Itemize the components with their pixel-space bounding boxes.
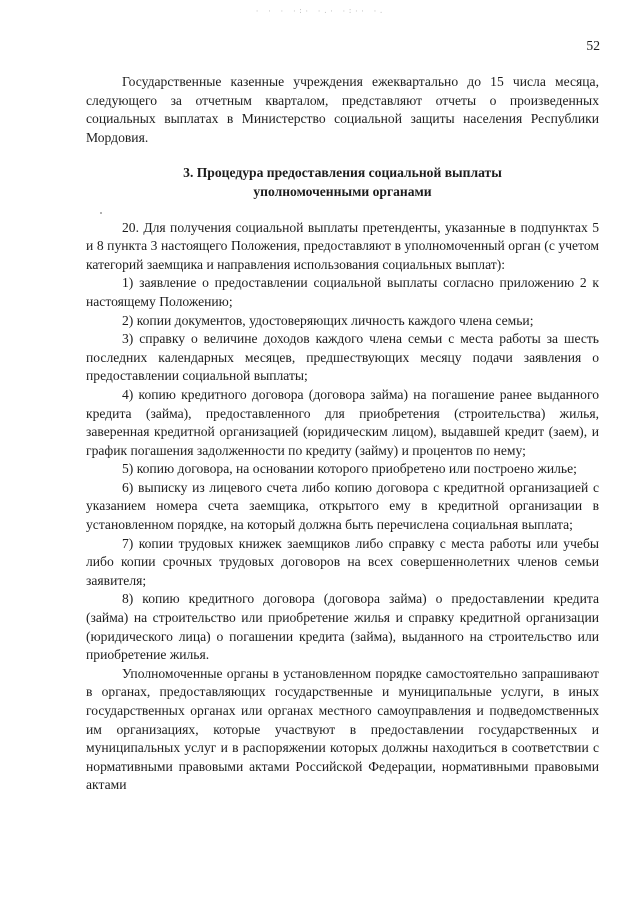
list-item-8: 8) копию кредитного договора (договора займа) о предоставлении кредита (займа) на строительство или приобретение жилья и справку кредитной организации (юридического лица) о погашении кредита (займа), выданного на строительство или приобретение жилья. bbox=[86, 591, 599, 663]
section-heading bbox=[86, 164, 599, 201]
list-item-2: 2) копии документов, удостоверяющих личность каждого члена семьи; bbox=[122, 312, 534, 328]
document-body bbox=[86, 73, 599, 795]
list-item-5: 5) копию договора, на основании которого приобретено или построено жилье; bbox=[122, 461, 577, 477]
intro-paragraph: Государственные казенные учреждения ежеквартально до 15 числа месяца, следующего за отчетным кварталом, представляют отчеты о произведенных социальных выплатах в Министерство социальной защиты населения Республики Мордовия. bbox=[86, 74, 599, 145]
section-title-line-1: 3. Процедура предоставления социальной выплаты bbox=[183, 165, 502, 181]
list-item-3: 3) справку о величине доходов каждого члена семьи с места работы за шесть последних календарных месяцев, предшествующих месяцу подачи заявления о предоставлении социальной выплаты; bbox=[86, 331, 599, 384]
list-item-6: 6) выписку из лицевого счета либо копию договора с кредитной организацией с указанием номера счета заемщика, открытого ему в кредитной организации в установленном порядке, на который должна быть перечислена социальная выплата; bbox=[86, 479, 599, 533]
closing-paragraph: Уполномоченные органы в установленном порядке самостоятельно запрашивают в органах, предоставляющих государственные и муниципальные услуги, в иных государственных органах или органах местного самоуправления и подведомственных им организациях, которые участвуют в предоставлении государственных и муниципальных услуг и в распоряжении которых должны находиться в соответствии с нормативными правовыми актами Российской Федерации, нормативными правовыми актами bbox=[86, 665, 599, 793]
page-number: 52 bbox=[586, 38, 600, 53]
scan-artifact: · · · ·:· ·.· ·:·· ·. bbox=[255, 8, 386, 16]
list-item-7: 7) копии трудовых книжек заемщиков либо справку с места работы или учебы либо копии срочных трудовых договоров на всех совершеннолетних членов семьи заявителя; bbox=[86, 535, 599, 588]
list-item-4: 4) копию кредитного договора (договора займа) на погашение ранее выданного кредита (займа), предоставленного для приобретения (строительства) жилья, заверенная кредитной организацией (юридическим лицом), выдавшей кредит (заем), и график погашения задолженности по кредиту (займу) и процентов по нему; bbox=[86, 386, 599, 458]
list-item-1: 1) заявление о предоставлении социальной выплаты согласно приложению 2 к настоящему Положению; bbox=[86, 275, 599, 309]
section-title-line-2: уполномоченными органами bbox=[253, 183, 432, 199]
paragraph-item-20: 20. Для получения социальной выплаты претенденты, указанные в подпунктах 5 и 8 пункта 3 настоящего Положения, предоставляют в уполномоченный орган (с учетом категорий заемщика и направления использования социальных выплат): bbox=[86, 219, 599, 272]
